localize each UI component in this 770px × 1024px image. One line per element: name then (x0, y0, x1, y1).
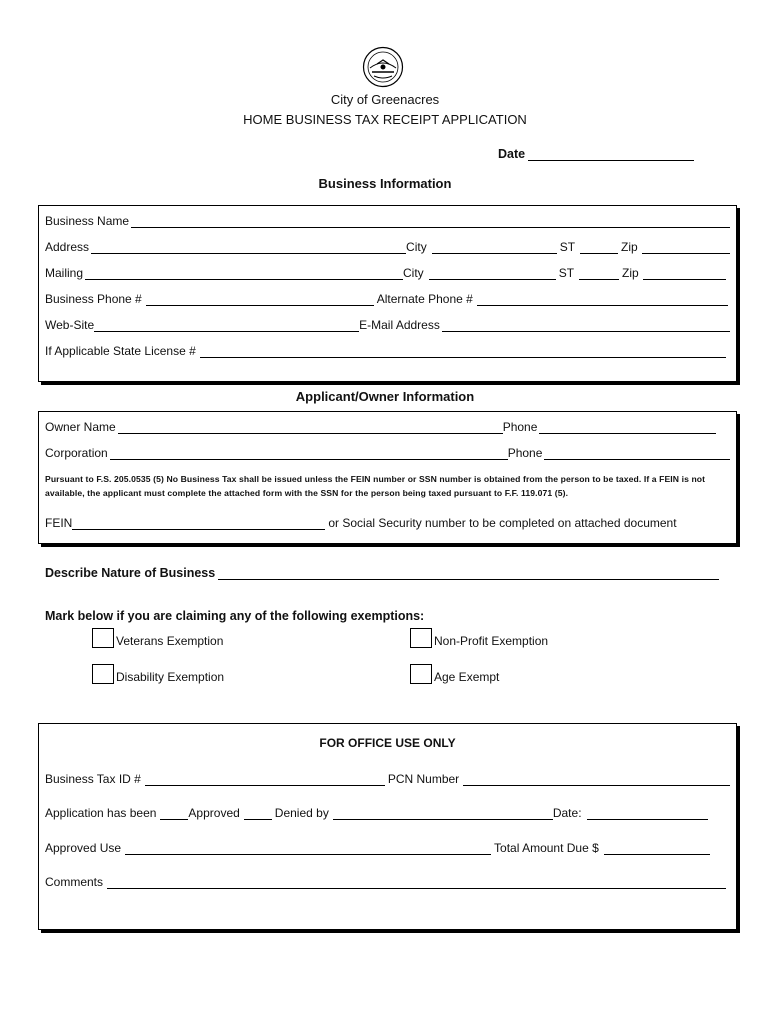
state-field[interactable] (580, 240, 618, 254)
state-license-field[interactable] (200, 344, 726, 358)
total-due-field[interactable] (604, 841, 710, 855)
nature-field[interactable] (218, 566, 719, 580)
owner-name-label: Owner Name (45, 420, 116, 434)
denied-by-label: Denied by (274, 806, 329, 820)
mailing-zip-label: Zip (622, 266, 639, 280)
nature-label: Describe Nature of Business (45, 566, 216, 580)
approved-blank[interactable] (160, 806, 188, 820)
total-due-label: Total Amount Due $ (494, 841, 599, 855)
veterans-exemption-option[interactable] (92, 628, 223, 648)
date-field[interactable] (528, 147, 694, 161)
owner-info-box (38, 411, 737, 544)
business-name-label: Business Name (45, 214, 130, 228)
pcn-label: PCN Number (387, 772, 460, 786)
exemptions-heading: Mark below if you are claiming any of the following exemptions: (45, 609, 425, 623)
mailing-field[interactable] (85, 266, 403, 280)
age-label: Age Exempt (434, 670, 500, 684)
fein-field[interactable] (72, 516, 325, 530)
approved-use-row (45, 841, 730, 855)
comments-row (45, 875, 730, 889)
email-field[interactable] (442, 318, 730, 332)
owner-name-field[interactable] (118, 420, 503, 434)
website-label: Web-Site (45, 318, 95, 332)
address-label: Address (45, 240, 90, 254)
mailing-row (45, 266, 730, 280)
city-name: City of Greenacres (330, 92, 440, 107)
disability-checkbox[interactable] (92, 664, 114, 684)
veterans-label: Veterans Exemption (116, 634, 224, 648)
age-exempt-option[interactable] (410, 664, 499, 684)
office-date-field[interactable] (587, 806, 708, 820)
status-row (45, 806, 730, 820)
fein-notice: Pursuant to F.S. 205.0535 (5) No Business Tax shall be issued unless the FEIN number or SSN number is obtained from the person to be taxed. If a FEIN is not available, the applicant must complete the attached form with the SSN for the person being taxed pursuant to F.F. 119.071 (5). (45, 474, 706, 498)
approved-use-field[interactable] (125, 841, 491, 855)
approved-label: Approved (188, 806, 240, 820)
comments-field[interactable] (107, 875, 726, 889)
corporation-field[interactable] (110, 446, 508, 460)
non-profit-checkbox[interactable] (410, 628, 432, 648)
phone-row (45, 292, 730, 306)
zip-field[interactable] (642, 240, 730, 254)
address-row (45, 240, 730, 254)
business-info-heading: Business Information (318, 176, 452, 191)
web-row (45, 318, 730, 332)
fein-label: FEIN (45, 516, 73, 530)
city-seal-logo (362, 46, 404, 88)
office-use-box (38, 723, 737, 930)
veterans-checkbox[interactable] (92, 628, 114, 648)
mailing-label: Mailing (45, 266, 84, 280)
tax-id-field[interactable] (145, 772, 385, 786)
date-label: Date (498, 147, 526, 161)
corporation-row (45, 446, 730, 460)
owner-info-heading: Applicant/Owner Information (295, 389, 475, 404)
tax-id-label: Business Tax ID # (45, 772, 141, 786)
tax-id-row (45, 772, 730, 786)
state-label: ST (559, 240, 576, 254)
license-row (45, 344, 730, 358)
denied-blank[interactable] (244, 806, 272, 820)
nature-row (45, 566, 719, 580)
fein-row (45, 516, 730, 530)
mailing-city-field[interactable] (429, 266, 556, 280)
business-phone-label: Business Phone # (45, 292, 142, 306)
business-name-row (45, 214, 730, 228)
disability-exemption-option[interactable] (92, 664, 224, 684)
address-field[interactable] (91, 240, 406, 254)
non-profit-exemption-option[interactable] (410, 628, 548, 648)
application-has-been-label: Application has been (45, 806, 157, 820)
owner-name-row (45, 420, 730, 434)
office-use-heading: FOR OFFICE USE ONLY (319, 736, 456, 750)
city-field[interactable] (432, 240, 557, 254)
form-title: HOME BUSINESS TAX RECEIPT APPLICATION (243, 112, 527, 127)
alternate-phone-field[interactable] (477, 292, 728, 306)
pcn-field[interactable] (463, 772, 730, 786)
denied-by-field[interactable] (333, 806, 553, 820)
corporation-label: Corporation (45, 446, 108, 460)
business-info-box (38, 205, 737, 382)
city-label: City (406, 240, 427, 254)
zip-label: Zip (621, 240, 638, 254)
comments-label: Comments (45, 875, 104, 889)
office-date-label: Date: (552, 806, 582, 820)
non-profit-label: Non-Profit Exemption (434, 634, 549, 648)
owner-phone-field[interactable] (539, 420, 716, 434)
website-field[interactable] (94, 318, 359, 332)
business-phone-field[interactable] (146, 292, 374, 306)
date-row (498, 147, 694, 161)
state-license-label: If Applicable State License # (45, 344, 196, 358)
approved-use-label: Approved Use (45, 841, 122, 855)
email-label: E-Mail Address (359, 318, 440, 332)
mailing-state-label: ST (558, 266, 575, 280)
business-name-field[interactable] (131, 214, 730, 228)
mailing-city-label: City (403, 266, 424, 280)
corporation-phone-field[interactable] (544, 446, 730, 460)
corporation-phone-label: Phone (507, 446, 543, 460)
disability-label: Disability Exemption (116, 670, 225, 684)
fein-note: or Social Security number to be completed on attached document (328, 516, 677, 530)
owner-phone-label: Phone (502, 420, 538, 434)
age-checkbox[interactable] (410, 664, 432, 684)
mailing-zip-field[interactable] (643, 266, 726, 280)
mailing-state-field[interactable] (579, 266, 619, 280)
alternate-phone-label: Alternate Phone # (376, 292, 473, 306)
